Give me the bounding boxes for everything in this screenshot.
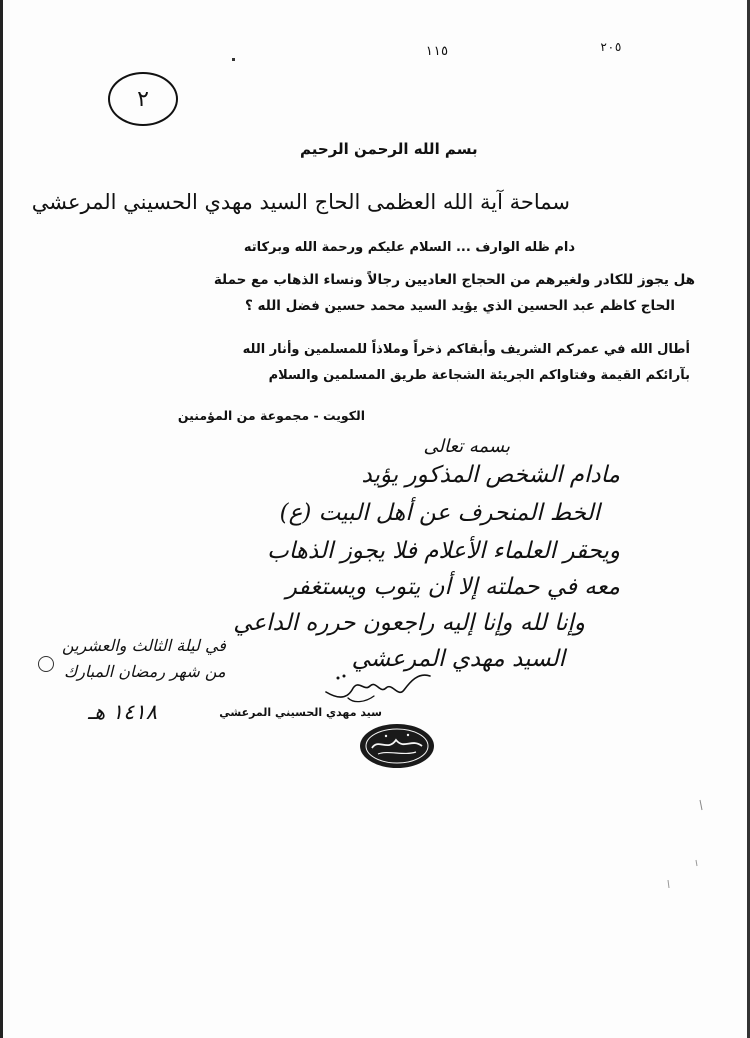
basmala: بسم الله الرحمن الرحيم: [300, 140, 478, 158]
addressee-line: سماحة آية الله العظمى الحاج السيد مهدي الحسيني المرعشي: [31, 190, 570, 214]
reply-line-2: الخط المنحرف عن أهل البيت (ع): [279, 500, 600, 526]
reply-line-6: السيد مهدي المرعشي: [351, 646, 565, 672]
closing-line-1: أطال الله في عمركم الشريف وأبقاكم ذخراً وملاذاً للمسلمين وأنار الله: [242, 342, 690, 357]
printed-name-stamp: سيد مهدي الحسيني المرعشي: [219, 706, 382, 719]
circled-page-number-text: ٢: [137, 86, 149, 112]
reply-line-5: وإنا لله وإنا إليه راجعون حرره الداعي: [233, 610, 585, 636]
greeting-line: دام ظله الوارف ... السلام عليكم ورحمة الله وبركاته: [243, 240, 575, 255]
signoff-line: الكويت - مجموعة من المؤمنين: [177, 408, 365, 423]
reply-heading: بسمه تعالى: [423, 436, 510, 457]
hijri-date: ١٤١٨ هـ: [88, 700, 158, 724]
page-number-right: ٢٠٥: [600, 40, 622, 54]
reply-line-3: ويحقر العلماء الأعلام فلا يجوز الذهاب: [267, 538, 620, 564]
reply-line-1: مادام الشخص المذكور يؤيد: [361, 462, 620, 488]
reply-line-4: معه في حملته إلا أن يتوب ويستغفر: [285, 574, 620, 600]
reply-date-line-2: من شهر رمضان المبارك: [64, 662, 226, 681]
reply-date-line-1: في ليلة الثالث والعشرين: [62, 636, 226, 655]
page-number-center: ١١٥: [425, 44, 449, 59]
question-line-2: الحاج كاظم عبد الحسين الذي يؤيد السيد محمد حسين فضل الله ؟: [245, 298, 675, 314]
question-line-1: هل يجوز للكادر ولغيرهم من الحجاج العاديين رجالاً ونساء الذهاب مع حملة: [213, 272, 695, 288]
closing-line-2: بآرائكم القيمة وفتاواكم الجريئة الشجاعة طريق المسلمين والسلام: [268, 368, 690, 383]
